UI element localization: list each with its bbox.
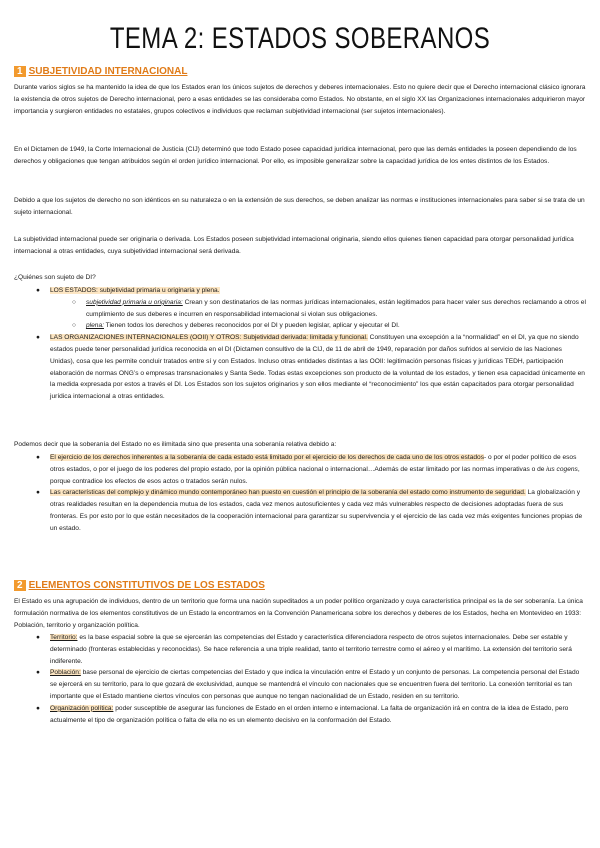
list-item	[14, 632, 586, 667]
list-item-text: , porque contradice los efectos de esos actos o tratados serán nulos.	[50, 465, 580, 485]
list-item	[14, 703, 586, 727]
bullet-dot-icon: ●	[36, 334, 40, 342]
list-item-lead: LOS ESTADOS: subjetividad primaria u originaria y plena.	[50, 287, 220, 294]
paragraph: Podemos decir que la soberanía del Estado no es ilimitada sino que presenta una soberanía relativa debido a:	[14, 441, 337, 448]
bullet-dot-icon: ●	[36, 704, 40, 712]
page-title: TEMA 2: ESTADOS SOBERANOS	[109, 22, 491, 55]
paragraph: En el Dictamen de 1949, la Corte Internacional de Justicia (CIJ) determinó que todo Estado posee capacidad jurídica internacional, pero que las demás entidades la poseen dependiendo de los derechos y obligaciones que tengan atribuidos según el orden jurídico internacional. Por ello, es imposible generalizar sobre la capacidad jurídica de los entes distintos de los Estados.	[14, 146, 577, 165]
paragraph: Durante varios siglos se ha mantenido la idea de que los Estados eran los únicos sujetos de derechos y deberes internacionales. Esto no quiere decir que el Derecho internacional clásico ignorara la existencia de otros sujetos de Derecho internacional, pero a esas entidades se las consideraba como Estados. No obstante, en el siglo XX las Organizaciones internacionales adquirieron mayor importancia y surgieron entidades no estatales, grupos colectivos e individuos que reclaman subjetividad internacional (ser sujetos internacionales).	[14, 84, 586, 115]
list-item-lead: Organización política:	[50, 704, 114, 712]
list-subitem-text: Tienen todos los derechos y deberes reconocidos por el DI y pueden legislar, aplicar y ejecutar el DI.	[103, 322, 400, 330]
paragraph: La subjetividad internacional puede ser originaria o derivada. Los Estados poseen subjetividad internacional originaria, siendo ellos quienes tienen capacidad para otorgar personalidad jurídica internacional a otras entidades, cuya subjetividad internacional será derivada.	[14, 236, 574, 255]
section-title: ELEMENTOS CONSTITUTIVOS DE LOS ESTADOS	[28, 580, 265, 591]
section-1-heading	[14, 66, 187, 77]
list-item	[14, 667, 586, 702]
elements-list	[14, 632, 586, 726]
list-item-lead: Territorio:	[50, 634, 78, 641]
list-item	[14, 332, 586, 403]
list-item-text: Constituyen una excepción a la “normalidad” en el DI, ya que no siendo estados puede tener personalidad jurídica reconocida en el DI (Dictamen consultivo de la CIJ, de 11 de abril de 1949, reparación por daños sufridos al servicio de las Naciones Unidas), cosa que les permite concluir tratados entre sí y con Estados. Incluso otras entidades distintas a las OOII: legitimación personas físicas y jurídicas TEDH, participación elaboración de normas ONG’s o empresas transnacionales y Santa Sede. Todas estas excepciones son producto de la voluntad de los estados, y tienen esa capacidad únicamente en la medida expresada por estos a través el DI. Los Estados son los sujetos originarios y son ellos mediante el “reconocimiento” los que están capacitados para otorgar personalidad jurídica internacional a otras entidades.	[50, 334, 585, 401]
list-item-lead: Población:	[50, 669, 81, 677]
list-item-text: base personal de ejercicio de ciertas competencias del Estado y que indica la vinculación entre el Estado y un conjunto de personas. La competencia personal del Estado se ejercerá en su territorio, para lo que gozará de exclusividad, aunque se mantendrá el vínculo con nacionales que se encuentren fuera del territorio. La conexión territorial es tan importante que el Estado mantiene ciertos vínculos con personas que aunque no tengan nacionalidad de un Estado, residen en su territorio.	[50, 669, 580, 700]
bullet-dot-icon: ●	[36, 489, 40, 497]
section-number: 2	[14, 580, 26, 591]
latin-term: ius cogens	[546, 465, 578, 473]
subjects-list	[14, 285, 586, 403]
list-subitem-text: Crean y son destinatarios de las normas jurídicas internacionales, están legitimados para hacer valer sus derechos reclamando a otros el cumplimiento de sus deberes e incurren en responsabilidad internacional si violan sus obligaciones.	[86, 298, 586, 318]
paragraph: El Estado es una agrupación de individuos, dentro de un territorio que forma una nación supeditados a un poder político organizado y cuya característica principal es la de ser soberanía. La única formulación normativa de los elementos constitutivos de un Estado la encontramos en la Convención Panamericana sobre los derechos y deberes de los Estados, hecha en Montevideo en 1933: Población, territorio y organización política.	[14, 598, 583, 629]
hollow-circle-icon: ○	[72, 322, 76, 330]
list-item	[14, 487, 586, 534]
section-number: 1	[14, 66, 26, 77]
list-item-highlight: Las características del complejo y dinámico mundo contemporáneo han puesto en cuestión el principio de la soberanía del estado como instrumento de seguridad.	[50, 489, 526, 497]
list-item-text: poder susceptible de asegurar las funciones de Estado en el orden interno e internacional. La falta de organización irá en contra de la idea de Estado, pero actualmente el tipo de organización política o falta de ella no es un elemento decisivo en la conformación del Estado.	[50, 704, 569, 724]
list-item-lead: LAS ORGANIZACIONES INTERNACIONALES (OOII) Y OTROS: Subjetividad derivada: limitada y funcional.	[50, 334, 368, 342]
bullet-dot-icon: ●	[36, 669, 40, 677]
hollow-circle-icon: ○	[72, 298, 76, 306]
list-item	[14, 452, 586, 487]
list-item-highlight: El ejercicio de los derechos inherentes a la soberanía de cada estado está limitado por el ejercicio de los derechos de cada uno de los otros estados	[50, 454, 484, 461]
sovereignty-list	[14, 452, 586, 535]
list-item-text: es la base espacial sobre la que se ejercerán las competencias del Estado y característica diferenciadora respecto de otros sujetos internacionales. Debe ser estable y determinado (fronteras establecidas y reconocidas). Se hace referencia a una triple realidad, tanto el territorio terrestre como el aéreo y el marítimo. La extensión del territorio será indiferente.	[50, 634, 572, 665]
paragraph: Debido a que los sujetos de derecho no son idénticos en su naturaleza o en la extensión de sus derechos, se deben analizar las normas e instituciones internacionales para saber si se trata de un sujeto internacional.	[14, 197, 585, 216]
list-item-text: - o por el poder político de esos otros estados, o por el juego de los poderes del propio estado, por la opinión pública nacional o internacional…Además de estar limitado por las normas imperativas o de	[50, 454, 577, 473]
section-2-heading	[14, 580, 265, 591]
section-title: SUBJETIVIDAD INTERNACIONAL	[28, 66, 188, 77]
list-subitem-lead: plena:	[86, 322, 104, 330]
bullet-dot-icon: ●	[36, 287, 40, 294]
bullet-dot-icon: ●	[36, 634, 40, 641]
list-subitem-lead: subjetividad primaria u originaria:	[86, 298, 183, 306]
list-subitem	[14, 320, 586, 332]
question-text: ¿Quiénes son sujeto de DI?	[14, 274, 96, 281]
list-item	[14, 285, 586, 297]
bullet-dot-icon: ●	[36, 454, 40, 461]
list-item-text: La globalización y otras realidades resultan en la dependencia mutua de los estados, cada vez menos autosuficientes y cada vez más vulnerables respecto de decisiones adoptadas fuera de sus fronteras. Es por esto por lo que están necesitados de la cooperación internacional para garantizar su supervivencia y el ejercicio de las cada vez más exigentes funciones propias de un estado.	[50, 489, 583, 532]
list-subitem	[14, 297, 586, 321]
